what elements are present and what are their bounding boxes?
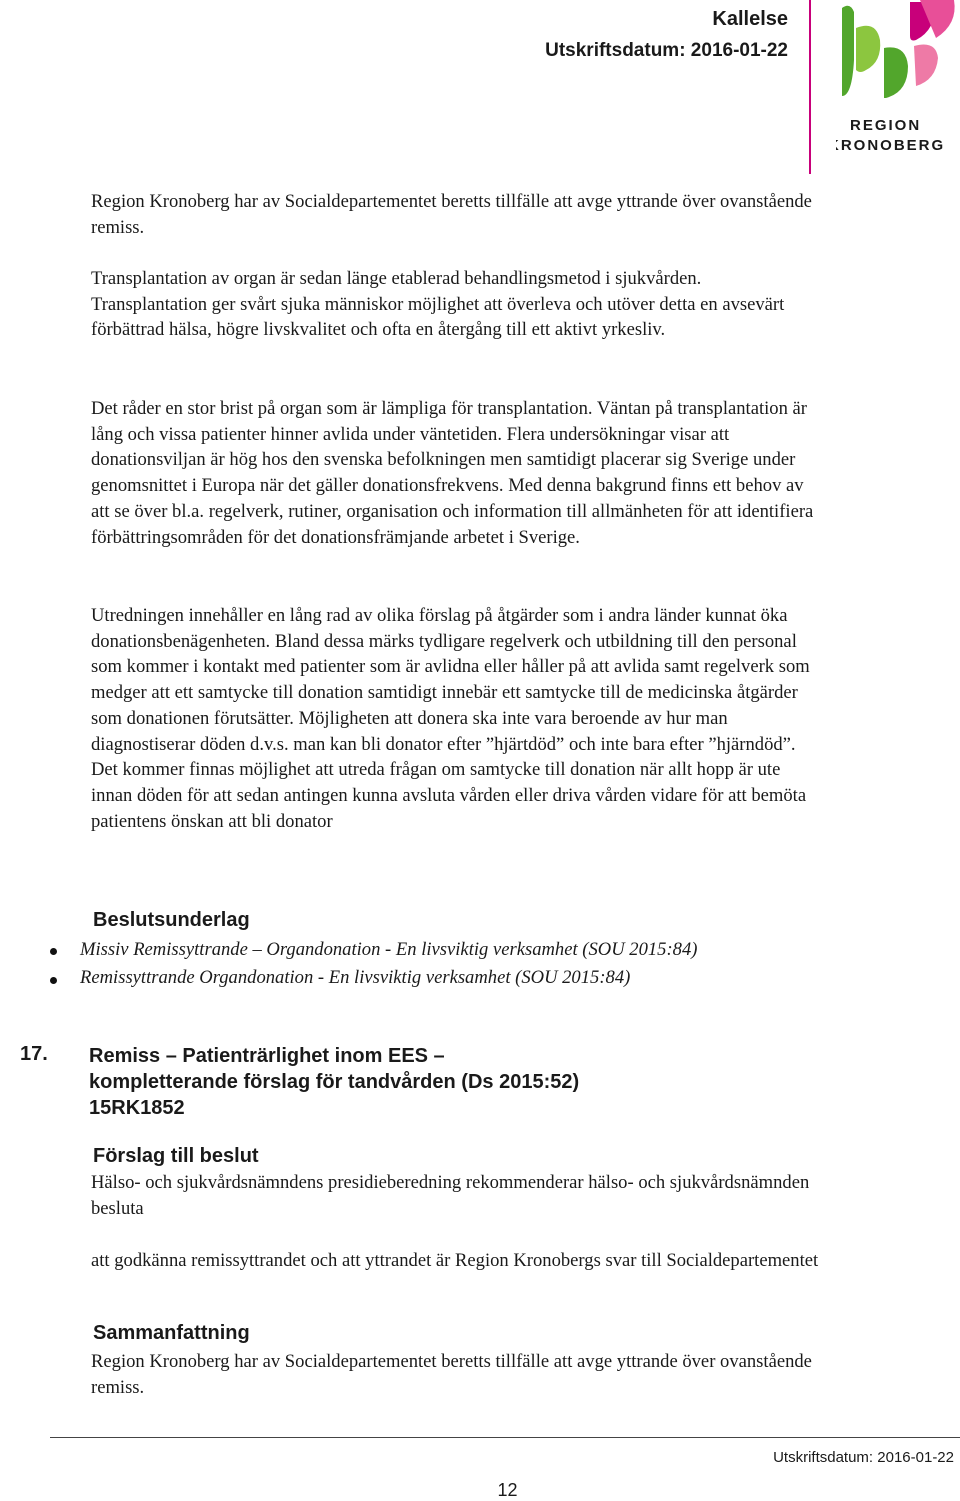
agenda-item-title-line2: kompletterande förslag för tandvården (Ds 2015:52) [89,1071,580,1093]
beslutsunderlag-heading: Beslutsunderlag [93,909,250,931]
attachment-link-missiv[interactable]: Missiv Remissyttrande – Organdonation - En livsviktig verksamhet (SOU 2015:84) [80,939,698,960]
agenda-item-number: 17. [20,1043,48,1065]
header-print-date: Utskriftsdatum: 2016-01-22 [545,40,788,61]
forslag-heading: Förslag till beslut [93,1145,259,1167]
region-kronoberg-logo [836,0,960,160]
footer-divider [50,1437,960,1438]
logo-mark [836,0,960,160]
paragraph-transplantation: Transplantation av organ är sedan länge etablerad behandlingsmetod i sjukvården. Transplantation ger svårt sjuka människor möjlighet att överleva och utöver detta en avsevärt förbättrad hälsa, högre livskvalitet och ofta en återgång till ett aktivt yrkesliv. [91,268,785,341]
page-number: 12 [497,1480,518,1500]
forslag-text: Hälso- och sjukvårdsnämndens presidieberedning rekommenderar hälso- och sjukvårdsnämnden besluta [91,1172,810,1219]
footer-print-date: Utskriftsdatum: 2016-01-22 [773,1449,954,1466]
bullet-icon [50,977,57,984]
bullet-icon [50,948,57,955]
paragraph-organ-shortage: Det råder en stor brist på organ som är lämpliga för transplantation. Väntan på transplantation är lång och vissa patienter hinner avlida under väntetiden. Flera undersökningar visar att donationsviljan är hög hos den svenska befolkningen men samtidigt placerar sig Sverige under genomsnittet i Europa när det gäller donationsfrekvens. Med denna bakgrund finns ett behov av att se över bl.a. regelverk, rutiner, organisation och information till allmänheten för att identifiera förbättringsområden för det donationsfrämjande arbetet i Sverige. [91,398,814,548]
sammanfattning-text: Region Kronoberg har av Socialdepartementet beretts tillfälle att avge yttrande över ovanstående remiss. [91,1351,812,1398]
document-type: Kallelse [712,8,788,30]
logo-text-region: REGION [850,117,922,134]
sammanfattning-heading: Sammanfattning [93,1322,250,1344]
agenda-item-title-line1: Remiss – Patienträrlighet inom EES – [89,1045,445,1067]
logo-text-kronoberg: KRONOBERG [836,137,946,154]
attachment-link-remissyttrande[interactable]: Remissyttrande Organdonation - En livsviktig verksamhet (SOU 2015:84) [80,967,631,988]
agenda-item-case-number: 15RK1852 [89,1097,185,1119]
agenda-item-title [89,1043,579,1121]
att-text: att godkänna remissyttrandet och att yttrandet är Region Kronobergs svar till Socialdepartementet [91,1250,819,1271]
header-divider [809,0,811,174]
paragraph-intro: Region Kronoberg har av Socialdepartementet beretts tillfälle att avge yttrande över ovanstående remiss. [91,191,812,238]
paragraph-investigation: Utredningen innehåller en lång rad av olika förslag på åtgärder som i andra länder kunnat öka donationsbenägenheten. Bland dessa märks tydligare regelverk och utbildning till den personal som kommer i kontakt med patienter som är avlidna eller håller på att avlida samt regelverk som medger att ett samtycke till donation samtidigt innebär ett samtycke till de medicinska åtgärder som donationen förutsätter. Möjligheten att donera ska inte vara beroende av hur man diagnostiserar döden d.v.s. man kan bli donator efter ”hjärtdöd” och inte bara efter ”hjärndöd”. Det kommer finnas möjlighet att utreda frågan om samtycke till donation när allt hopp är ute innan döden för att sedan antingen kunna avsluta vården eller driva vården vidare för att bemöta patientens önskan att bli donator [91,605,810,832]
